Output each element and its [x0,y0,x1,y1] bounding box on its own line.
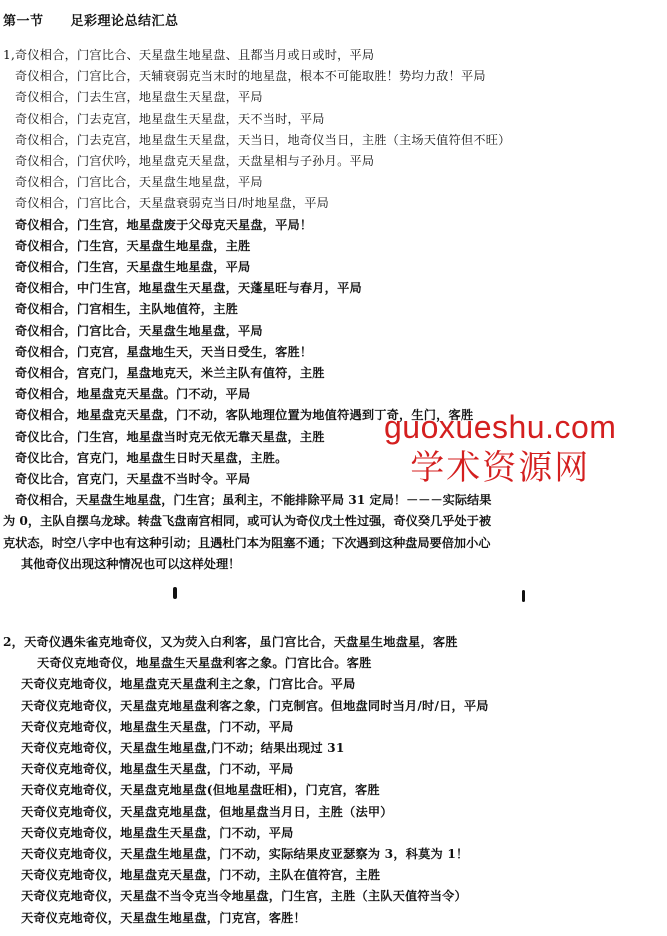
text-line: 奇仪相合，门去克宫，地星盘生天星盘，天不当时，平局 [15,111,325,126]
watermark-name: 学术资源网 [410,448,591,488]
paragraph-line: 克状态，时空八字中也有这种引动；且遇杜门本为阻塞不通；下次遇到这种盘局要倍加小心 [3,535,491,550]
text-line: 天奇仪克地奇仪，天星盘克地星盘(但地星盘旺相)，门克宫，客胜 [21,783,380,798]
text-line: 奇仪相合，门生宫，地星盘废于父母克天星盘，平局！ [15,217,313,232]
text-line: 奇仪相合，门去克宫，地星盘生天星盘，天当日，地奇仪当日，主胜（主场天值符但不旺） [15,132,511,147]
text-line: 2，天奇仪遇朱雀克地奇仪，又为荧入白利客，虽门宫比合，天盘星生地盘星，客胜 [3,635,458,649]
text-line: 奇仪相合，门去生宫，地星盘生天星盘，平局 [15,90,263,105]
text-line: 奇仪相合，门克宫，星盘地生天，天当日受生，客胜！ [15,344,313,359]
text-line: 奇仪相合，宫克门，星盘地克天，米兰主队有值符，主胜 [15,366,325,381]
note-paragraph [3,490,659,575]
text-line: 天奇仪克地奇仪，天星盘生地星盘，门不动，实际结果皮亚瑟察为 3，科莫为 1！ [21,847,469,862]
text-line: 天奇仪克地奇仪，地星盘生天星盘，门不动，平局 [21,762,294,777]
section-2 [3,632,659,929]
text-line: 奇仪相合，门生宫，天星盘生地星盘，平局 [15,260,251,275]
text-line: 天奇仪克地奇仪，地星盘克天星盘利主之象，门宫比合。平局 [21,677,356,692]
paragraph-line: 其他奇仪出现这种情况也可以这样处理！ [21,556,241,571]
text-line: 奇仪相合，地星盘克天星盘。门不动，平局 [15,387,251,402]
text-line: 奇仪相合，中门生宫，地星盘生天星盘，天蓬星旺与春月，平局 [15,281,362,296]
paragraph-line: 奇仪相合，天星盘生地星盘，门生宫；虽利主，不能排除平局 31 定局！－－－实际结果 [15,493,492,508]
text-line: 奇仪相合，门宫相生，主队地值符，主胜 [15,302,238,317]
section-number: 第一节 [3,14,44,29]
text-line: 奇仪比合，宫克门，地星盘生日时天星盘，主胜。 [15,450,288,465]
scan-speck [173,587,177,599]
section-header [3,10,179,29]
text-line: 天奇仪克地奇仪，地星盘生天星盘，门不动，平局 [21,719,294,734]
text-line: 天奇仪克地奇仪，天星盘克地星盘，但地星盘当月日，主胜（法甲） [21,804,393,819]
text-line: 天奇仪克地奇仪，地星盘生天星盘利客之象。门宫比合。客胜 [37,656,372,671]
section-1 [3,45,659,575]
text-line: 奇仪相合，门宫比合，天辅衰弱克当末时的地星盘，根本不可能取胜！势均力敌！平局 [15,69,486,84]
text-line: 奇仪相合，门生宫，天星盘生地星盘，主胜 [15,238,251,253]
paragraph-line: 为 0，主队自摆乌龙球。转盘飞盘南宫相同，或可认为奇仪戊土性过强，奇仪癸几乎处于被 [3,514,492,529]
text-line: 奇仪相合，门宫伏吟，地星盘克天星盘，天盘星相与子孙月。平局 [15,154,375,169]
text-line: 天奇仪克地奇仪，天星盘生地星盘,门不动；结果出现过 31 [21,741,345,756]
text-line: 奇仪相合，门宫比合，天星盘衰弱克当日/时地星盘，平局 [15,196,329,211]
section-title: 足彩理论总结汇总 [70,14,179,29]
text-line: 奇仪比合，宫克门，天星盘不当时令。平局 [15,472,251,487]
text-line: 天奇仪克地奇仪，地星盘克天星盘，门不动，主队在值符宫，主胜 [21,868,381,883]
text-line: 奇仪相合，门宫比合，天星盘生地星盘，平局 [15,175,263,190]
text-line: 奇仪相合，地星盘克天星盘，门不动，客队地理位置为地值符遇到丁奇，生门，客胜 [15,408,474,423]
text-line: 天奇仪克地奇仪，天星盘生地星盘，门克宫，客胜！ [21,910,306,925]
watermark-url: guoxueshu.com [384,409,617,445]
text-line: 1,奇仪相合，门宫比合、天星盘生地星盘、且都当月或日或时，平局 [3,48,375,62]
scan-speck [522,590,525,602]
text-line: 天奇仪克地奇仪，天星盘不当令克当令地星盘，门生宫，主胜（主队天值符当令） [21,889,467,904]
text-line: 天奇仪克地奇仪，天星盘克地星盘利客之象，门克制宫。但地盘同时当月/时/日，平局 [21,698,489,713]
text-line: 奇仪比合，门生宫，地星盘当时克无依无靠天星盘，主胜 [15,429,325,444]
text-line: 奇仪相合，门宫比合，天星盘生地星盘，平局 [15,323,263,338]
text-line: 天奇仪克地奇仪，地星盘生天星盘，门不动，平局 [21,825,294,840]
